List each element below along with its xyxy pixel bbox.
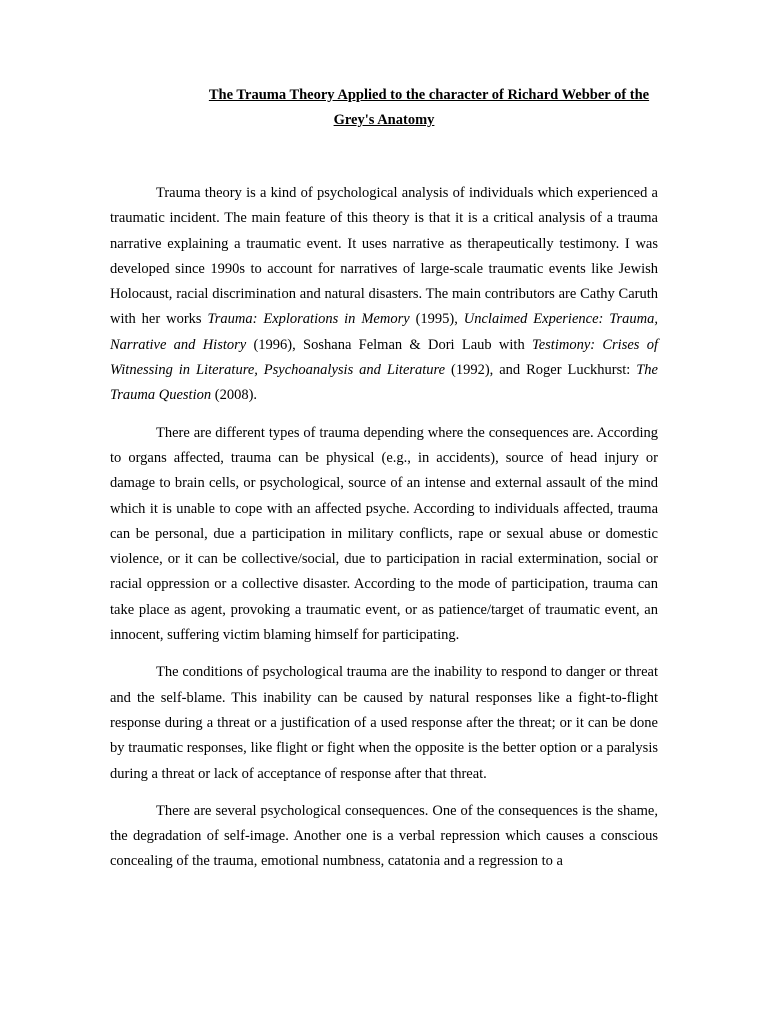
paragraph-1-work-title-4: The Trauma Question [110,362,658,404]
paragraph-1 [110,181,658,409]
title-line-2: Grey's Anatomy [333,112,435,128]
paragraph-1-text-1: Trauma theory is a kind of psychological analysis of individuals which experienced a traumatic incident. The main feature of this theory is that it is a critical analysis of a trauma narrative explaining a traumatic event. It uses narrative as therapeutically testimony. I was developed since 1990s to account for narratives of large-scale traumatic events like Jewish Holocaust, racial discrimination and natural disasters. The main contributors are Cathy Caruth with her works [110,185,658,328]
paragraph-1-text-4: (1992), and Roger Luckhurst: [445,362,637,379]
paragraph-1-work-title-1: Trauma: Explorations in Memory [207,311,410,328]
document-body [110,181,658,887]
document-title [110,83,658,133]
paragraph-2: There are different types of trauma depending where the consequences are. According to organs affected, trauma can be physical (e.g., in accidents), source of head injury or damage to brain cells, or psychological, source of an intense and external assault of the mind which it is unable to cope with an affected psyche. According to individuals affected, trauma can be personal, due a participation in military conflicts, rape or sexual abuse or domestic violence, or it can be collective/social, due to participation in racial extermination, social or racial oppression or a collective disaster. According to the mode of participation, trauma can take place as agent, provoking a traumatic event, or as patience/target of traumatic event, an innocent, suffering victim blaming himself for participating. [110,424,658,644]
paragraph-1-work-title-2: Unclaimed Experience: Trauma, Narrative and History [110,311,658,353]
paragraph-1-text-2: (1995), [409,311,464,328]
paragraph-3: The conditions of psychological trauma are the inability to respond to danger or threat and the self-blame. This inability can be caused by natural responses like a fight-to-flight response during a threat or a justification of a used response after the threat; or it can be done by traumatic responses, like flight or fight when the opposite is the better option or a paralysis during a threat or lack of acceptance of response after that threat. [110,664,658,782]
paragraph-1-text-3: (1996), Soshana Felman & Dori Laub with [246,336,532,353]
paragraph-4: There are several psychological consequences. One of the consequences is the shame, the degradation of self-image. Another one is a verbal repression which causes a conscious concealing of the trauma, emotional numbness, catatonia and a regression to a [110,802,658,870]
title-line-1: The Trauma Theory Applied to the character of Richard Webber of the [208,87,650,103]
paragraph-1-text-5: (2008). [211,387,258,404]
paragraph-1-work-title-3: Testimony: Crises of Witnessing in Literature, Psychoanalysis and Literature [110,336,658,379]
